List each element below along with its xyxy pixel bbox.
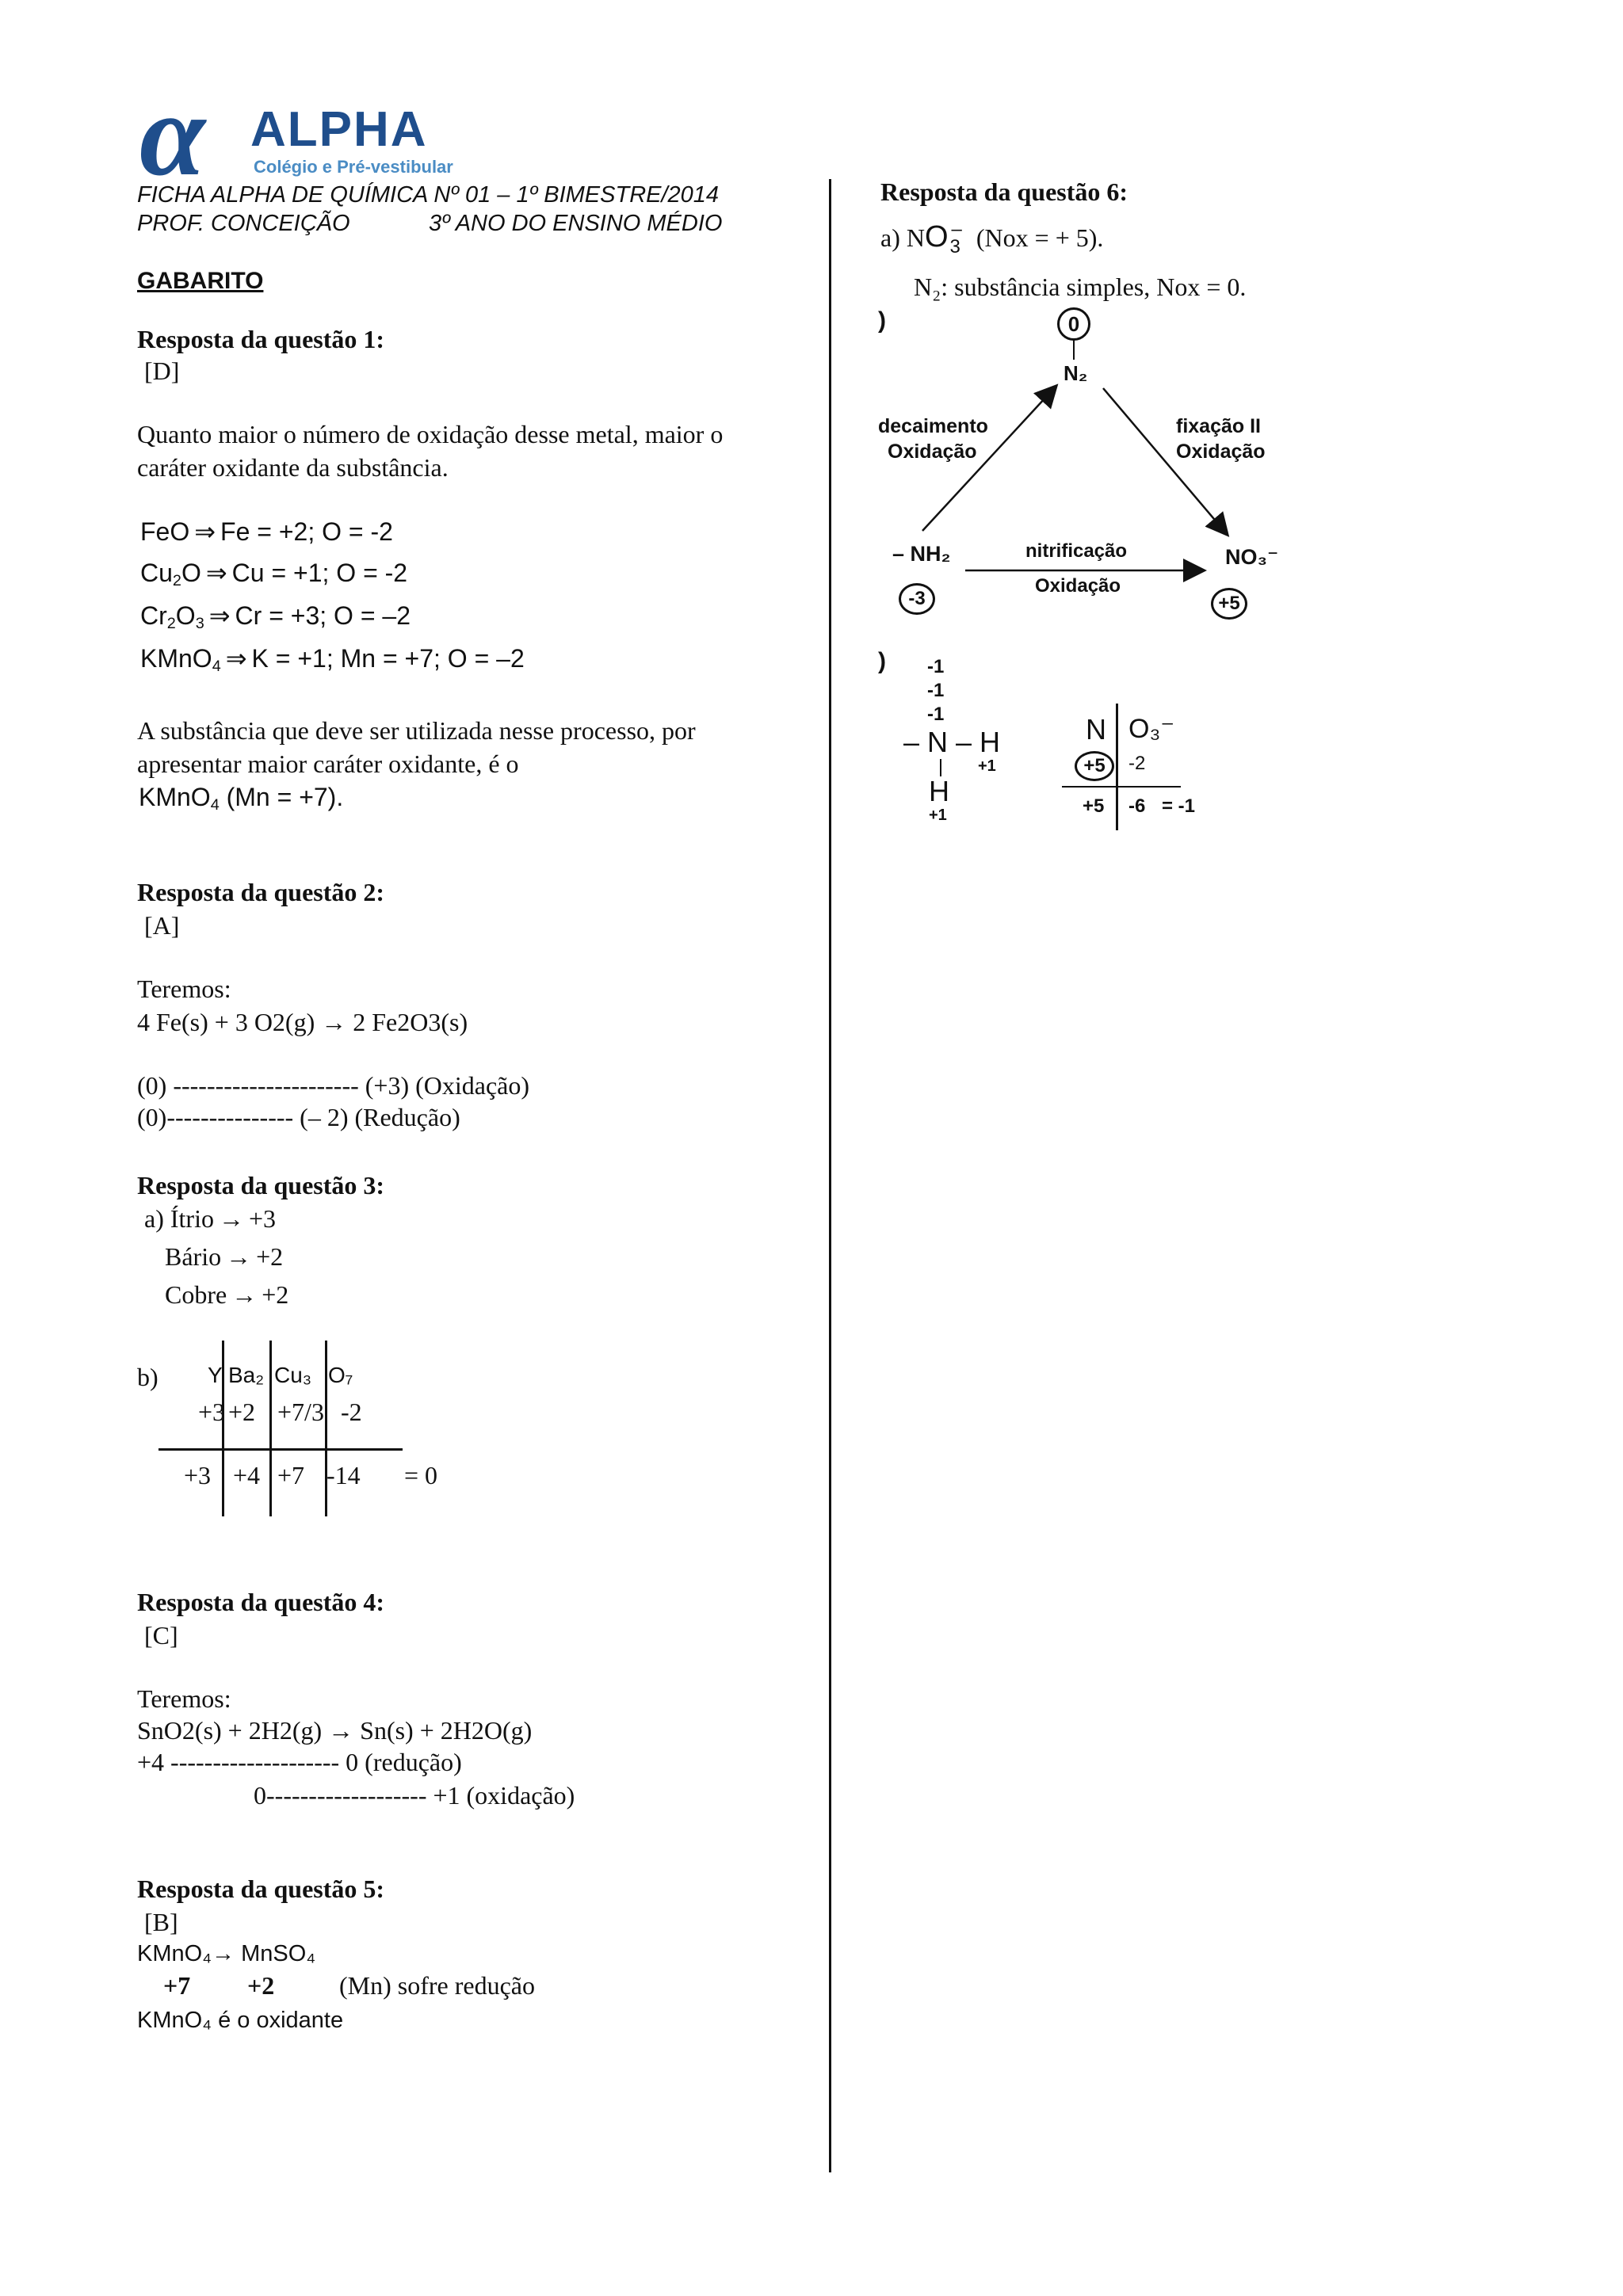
q6-c-table-o-ox: -2 (1128, 753, 1146, 774)
q1-eq-4: KMnO$_4$ ⇒ K = +1; Mn = +7; O = –2 (140, 644, 525, 675)
diagram-right-label-2: Oxidação (1176, 441, 1266, 463)
q3-r1-y: +3 (198, 1398, 226, 1426)
q5-equation: KMnO₄→ MnSO₄ (137, 1941, 316, 1966)
logo-tagline: Colégio e Pré-vestibular (254, 157, 453, 177)
q6-c-nh: – N – H (903, 726, 1001, 758)
q3-b-label: b) (137, 1363, 158, 1391)
q1-text-1: Quanto maior o número de oxidação desse metal, maior o (137, 420, 724, 448)
diagram-mid-label-2: Oxidação (1035, 575, 1121, 597)
diagram-right-label-1: fixação II (1176, 415, 1261, 437)
q3-col-ba: Ba₂ (228, 1363, 265, 1387)
q1-text-2: caráter oxidante da substância. (137, 453, 449, 482)
q3-r1-cu: +7/3 (277, 1398, 324, 1426)
q5-answer: [B] (144, 1908, 178, 1936)
logo (139, 69, 456, 200)
diagram-top-ox: 0 (1057, 307, 1090, 341)
q1-eq-3: $Cr_2O_3$ ⇒ Cr = +3; O = –2 (140, 601, 411, 632)
q6-c-sum-1: +5 (1083, 795, 1105, 817)
diagram-mid-label-1: nitrificação (1025, 540, 1128, 562)
q4-answer: [C] (144, 1621, 178, 1650)
q1-eq-1: FeO ⇒ Fe = +2; O = -2 (140, 517, 393, 546)
q5-conclusion: KMnO₄ é o oxidante (137, 2008, 344, 2033)
q5-value-1: +7 (163, 1971, 191, 2000)
q6-c-table-o3: O₃⁻ (1128, 714, 1175, 744)
q5-title: Resposta da questão 5: (137, 1875, 385, 1903)
q3-col-o: O₇ (328, 1363, 353, 1387)
q1-conclusion-2: apresentar maior caráter oxidante, é o (137, 749, 519, 778)
diagram-no3: NO₃⁻ (1225, 545, 1279, 569)
q5-value-2: +2 (247, 1971, 275, 2000)
header-grade: 3º ANO DO ENSINO MÉDIO (429, 211, 723, 236)
q3-r2-o: -14 (327, 1461, 361, 1489)
q3-col-cu: Cu₃ (274, 1363, 312, 1387)
q3-r1-o: -2 (341, 1398, 362, 1426)
q6-c-table-n-ox: +5 (1075, 751, 1114, 781)
q6-c-h: H (929, 775, 949, 807)
q4-line-1: +4 -------------------- 0 (redução) (137, 1748, 462, 1776)
q3-a-barium: Bário → +2 (165, 1242, 284, 1271)
diagram-nh2: – NH₂ (892, 542, 951, 566)
q1-eq-2: $Cu_2O$ ⇒ Cu = +1; O = -2 (140, 559, 408, 589)
q2-title: Resposta da questão 2: (137, 878, 385, 906)
q1-conclusion-3: KMnO$_4$ (Mn = +7). (139, 783, 344, 814)
gabarito-title: GABARITO (137, 268, 264, 294)
q6-c-h-below-ox: +1 (929, 807, 947, 824)
column-divider (829, 179, 831, 2172)
q5-note: (Mn) sofre redução (339, 1971, 535, 2000)
q2-teremos: Teremos: (137, 974, 231, 1003)
q3-col-y: Y (208, 1363, 223, 1387)
q3-title: Resposta da questão 3: (137, 1171, 385, 1199)
q6-a: a) NO3 – (Nox = + 5). (880, 219, 1104, 257)
q2-equation: 4 Fe(s) + 3 O2(g) → 2 Fe2O3(s) (137, 1008, 468, 1036)
q6-c-m1: -1 (927, 656, 945, 677)
q3-r2-ba: +4 (233, 1461, 261, 1489)
logo-alpha-symbol: α (139, 69, 205, 200)
diagram-marker-b: ) (878, 307, 886, 334)
diagram-top-n2: N₂ (1064, 361, 1088, 385)
q2-answer: [A] (144, 911, 180, 940)
q4-teremos: Teremos: (137, 1684, 231, 1713)
q3-r2-cu: +7 (277, 1461, 305, 1489)
diagram-left-ox: -3 (899, 583, 935, 615)
q2-line-2: (0)--------------- (– 2) (Redução) (137, 1103, 460, 1131)
q3-a-copper: Cobre → +2 (165, 1280, 289, 1309)
q6-c-m2: -1 (927, 680, 945, 701)
q6-c-sum-2: -6 (1128, 795, 1146, 817)
q6-title: Resposta da questão 6: (880, 177, 1128, 206)
header-teacher: PROF. CONCEIÇÃO (137, 211, 350, 236)
diagram-left-label-2: Oxidação (888, 441, 977, 463)
q1-conclusion-1: A substância que deve ser utilizada nesse processo, por (137, 716, 696, 745)
header-line1: FICHA ALPHA DE QUÍMICA Nº 01 – 1º BIMESTRE/2014 (137, 182, 720, 208)
q6-c-h-right-ox: +1 (978, 757, 996, 775)
diagram-left-label-1: decaimento (878, 415, 988, 437)
q4-line-2: 0------------------- +1 (oxidação) (254, 1781, 575, 1810)
q6-n2-text: N₂: substância simples, Nox = 0. (914, 273, 1247, 301)
q6-c-table-n: N (1086, 713, 1106, 746)
q3-total: = 0 (404, 1461, 438, 1489)
q1-answer: [D] (144, 357, 180, 385)
q3-r1-ba: +2 (228, 1398, 256, 1426)
q3-a-ytrium: a) Ítrio → +3 (144, 1204, 276, 1233)
q4-equation: SnO2(s) + 2H2(g) → Sn(s) + 2H2O(g) (137, 1716, 533, 1745)
q6-c-m3: -1 (927, 704, 945, 725)
q3-r2-y: +3 (184, 1461, 212, 1489)
diagram-right-ox: +5 (1211, 588, 1247, 620)
q4-title: Resposta da questão 4: (137, 1588, 385, 1616)
q6-c-marker: ) (878, 648, 886, 674)
q1-title: Resposta da questão 1: (137, 325, 385, 353)
q2-line-1: (0) ---------------------- (+3) (Oxidação) (137, 1071, 530, 1100)
logo-name: ALPHA (250, 102, 428, 157)
q6-c-sum-3: = -1 (1162, 795, 1196, 817)
